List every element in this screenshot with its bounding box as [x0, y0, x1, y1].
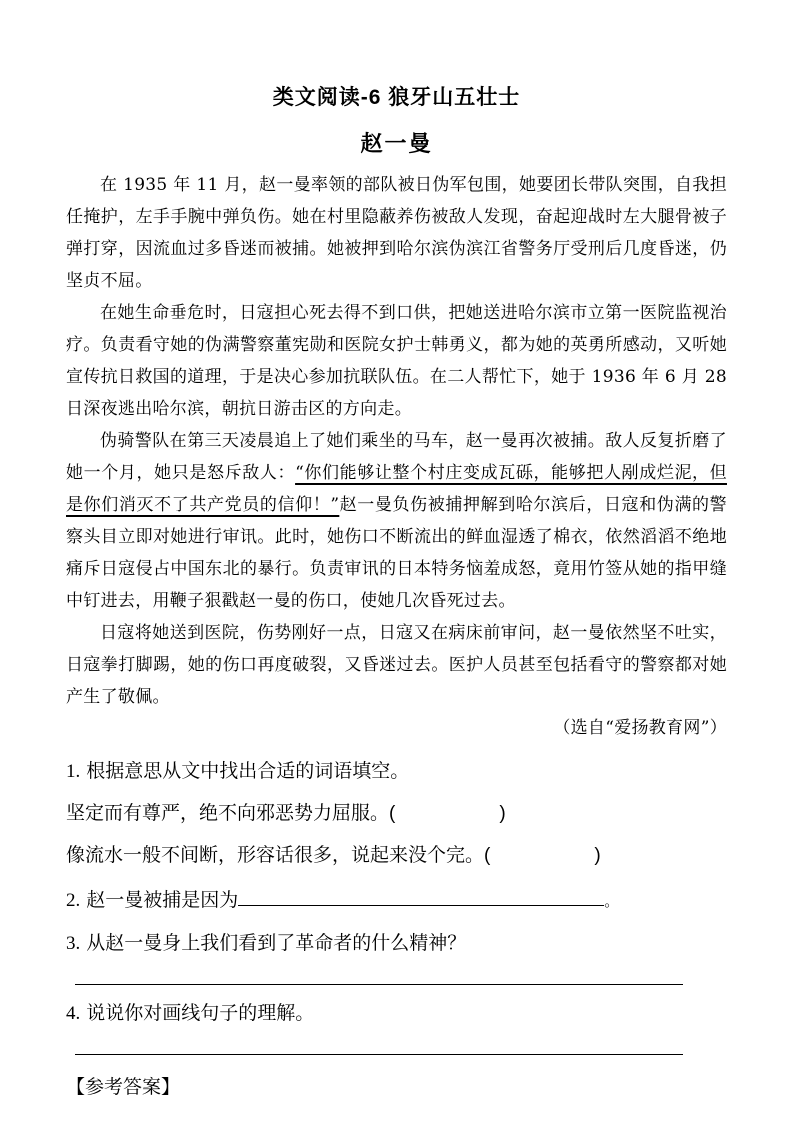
question-1-number: 1. [66, 761, 81, 782]
questions-section [66, 759, 727, 1055]
question-1-item-2-text: 像流水一般不间断，形容话很多，说起来没个完。 [66, 845, 485, 866]
article-body [66, 169, 727, 743]
article-paragraph-3 [66, 425, 727, 617]
question-1-item-1-text: 坚定而有尊严，绝不向邪恶势力屈服。 [66, 803, 390, 824]
close-paren: ) [499, 803, 506, 824]
article-paragraph-1: 在 1935 年 11 月，赵一曼率领的部队被日伪军包围，她要团长带队突围，自我担任掩护，左手手腕中弹负伤。她在村里隐蔽养伤被敌人发现，奋起迎战时左大腿骨被子弹打穿，因流血过多昏迷而被捕。她被押到哈尔滨伪滨江省警务厅受刑后几度昏迷，仍坚贞不屈。 [66, 175, 727, 291]
question-3-number: 3. [66, 933, 81, 954]
article-paragraph-4: 日寇将她送到医院，伤势刚好一点，日寇又在病床前审问，赵一曼依然坚不吐实，日寇拳打脚踢，她的伤口再度破裂，又昏迷过去。医护人员甚至包括看守的警察都对她产生了敬佩。 [66, 623, 727, 707]
question-2-number: 2. [66, 890, 81, 911]
question-3 [66, 931, 727, 957]
question-2-text: 赵一曼被捕是因为 [86, 890, 239, 911]
close-paren: ) [594, 845, 601, 866]
question-2-period: 。 [604, 893, 620, 910]
question-1-item-2 [66, 843, 727, 869]
paragraph-3-post-text: 赵一曼负伤被捕押解到哈尔滨后，日寇和伪满的警察头目立即对她进行审讯。此时，她伤口不断流出的鲜血湿透了棉衣，依然滔滔不绝地痛斥日寇侵占中国东北的暴行。负责审讯的日本特务恼羞成怒，竟用竹签从她的指甲缝中钉进去，用鞭子狠戳赵一曼的伤口，使她几次昏死过去。 [66, 495, 727, 611]
question-3-text: 从赵一曼身上我们看到了革命者的什么精神？ [86, 933, 467, 954]
question-1 [66, 759, 727, 785]
question-4-number: 4. [66, 1003, 81, 1024]
open-paren: ( [389, 803, 396, 824]
source-attribution: （选自“爱扬教育网”） [553, 718, 727, 738]
question-3-answer-line [75, 984, 683, 985]
question-1-text: 根据意思从文中找出合适的词语填空。 [86, 761, 410, 782]
paragraph-3-pre-text: 伪骑警队在第三天凌晨追上了她们乘坐的马车，赵一曼再次被捕。敌人反复折磨了她一个月，她只是怒斥敌人： [66, 431, 727, 483]
question-1-item-1 [66, 801, 727, 827]
question-2-answer-blank [238, 885, 604, 906]
page-title: 类文阅读-6 狼牙山五壮士 [272, 86, 521, 109]
question-4-text: 说说你对画线句子的理解。 [86, 1003, 315, 1024]
question-4 [66, 1001, 727, 1027]
open-paren: ( [484, 845, 491, 866]
article-title: 赵一曼 [360, 131, 433, 157]
question-2 [66, 885, 727, 915]
article-paragraph-2: 在她生命垂危时，日寇担心死去得不到口供，把她送进哈尔滨市立第一医院监视治疗。负责看守她的伪满警察董宪勋和医院女护士韩勇义，都为她的英勇所感动，又听她宣传抗日救国的道理，于是决心参加抗联队伍。在二人帮忙下，她于 1936 年 6 月 28 日深夜逃出哈尔滨，朝抗日游击区的方向走。 [66, 303, 727, 419]
reference-answers-heading: 【参考答案】 [66, 1076, 181, 1098]
paragraph-3-underlined-quote: “你们能够让整个村庄变成瓦砾，能够把人剐成烂泥，但是你们消灭不了共产党员的信仰！” [66, 463, 727, 515]
question-4-answer-line [75, 1054, 683, 1055]
